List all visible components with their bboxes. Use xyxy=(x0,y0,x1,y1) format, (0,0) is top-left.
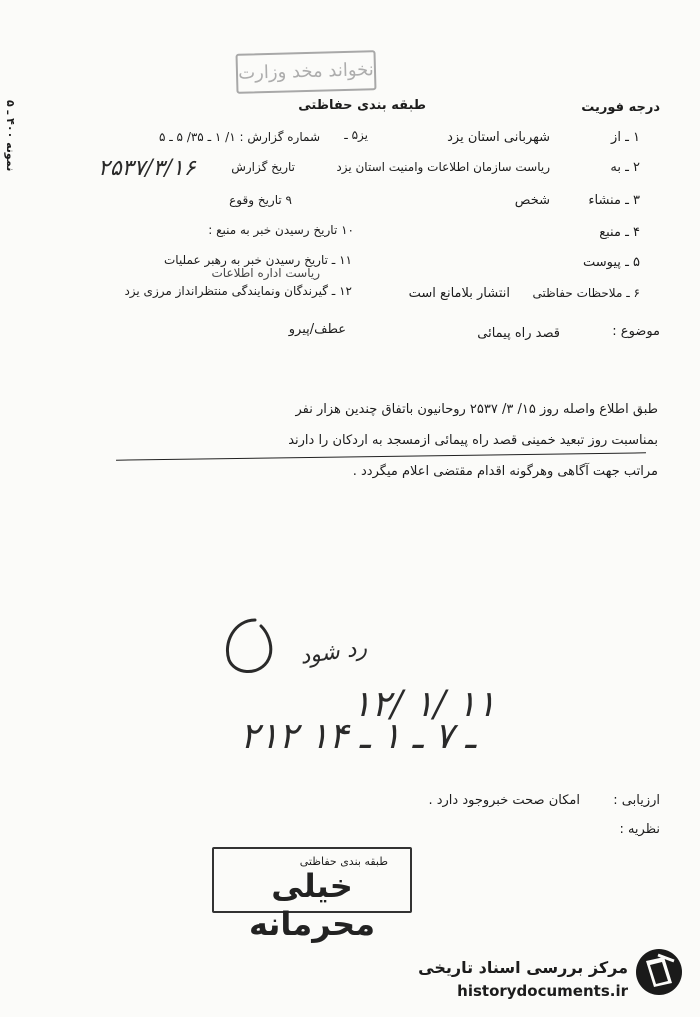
footer-org-name: مرکز بررسی اسناد تاریخی xyxy=(418,958,628,977)
top-faded-stamp: نخواند مخد وزارت xyxy=(236,50,377,94)
opinion-label: نظریه : xyxy=(619,822,660,837)
subject-value: قصد راه پیمائی xyxy=(477,326,560,341)
handwritten-circle-mark xyxy=(215,612,285,682)
body-underline xyxy=(116,452,646,460)
handwritten-date-2: ۲۱۲ ـ ۷ ـ ۱ ـ ۱۴ xyxy=(240,716,476,757)
handwritten-note: رد شود xyxy=(298,635,369,670)
to-label: ۲ ـ به xyxy=(610,160,640,175)
evaluation-label: ارزیابی : xyxy=(613,793,660,808)
stamp-text: خیلی محرمانه xyxy=(248,867,376,943)
report-number: شماره گزارش : ۱/ ۱ ـ ۳۵/ ۵ ـ ۵ xyxy=(158,130,320,144)
urgency-label: درجه فوریت xyxy=(581,100,660,115)
body-line-3: مراتب جهت آگاهی وهرگونه اقدام مقتضی اعلام میگردد . xyxy=(352,464,658,479)
occurrence-date: ۹ تاریخ وقوع xyxy=(229,193,292,207)
classification-label: طبقه بندی حفاظتی xyxy=(298,98,426,113)
form-code: نمونه ۴۰۰ ـ ۵ xyxy=(4,100,17,172)
source-label: ۴ ـ منبع xyxy=(599,225,640,240)
from-label: ۱ ـ از xyxy=(611,130,640,145)
to-value: ریاست سازمان اطلاعات وامنیت استان یزد xyxy=(336,160,550,174)
report-date-handwritten: ۲۵۳۷/۳/۱۶ xyxy=(98,156,196,181)
protective-notes-value: انتشار بلامانع است xyxy=(408,286,510,301)
report-number-hw: یز۵ ـ xyxy=(344,128,368,142)
report-date-label: تاریخ گزارش xyxy=(231,160,295,174)
origin-value: شخص xyxy=(514,193,550,208)
footer-url[interactable]: historydocuments.ir xyxy=(457,982,628,1000)
body-line-1: طبق اطلاع واصله روز ۱۵/ ۳/ ۲۵۳۷ روحانیون باتفاق چندین هزار نفر xyxy=(295,402,658,417)
attachment-label: ۵ ـ پیوست xyxy=(583,255,640,270)
from-value: شهربانی استان یزد xyxy=(447,130,550,145)
received-date: ۱۰ تاریخ رسیدن خبر به منبع : xyxy=(208,223,354,237)
origin-label: ۳ ـ منشاء xyxy=(588,193,640,208)
protective-notes-label: ۶ ـ ملاحظات حفاظتی xyxy=(532,286,640,300)
ops-leader-date: ۱۱ ـ تاریخ رسیدن خبر به رهبر عملیات xyxy=(163,253,352,267)
subject-label: موضوع : xyxy=(612,324,660,339)
receivers-line: ۱۲ ـ گیرندگان ونمایندگی منتظرانداز مرزی یزد xyxy=(124,284,352,298)
stamp-caption: طبقه بندی حفاظتی xyxy=(299,855,388,868)
evaluation-value: امکان صحت خبروجود دارد . xyxy=(428,793,580,808)
handwritten-date-1: ۱۲/ ۱/ ۱۱ xyxy=(352,684,496,725)
archive-logo-icon xyxy=(634,947,684,997)
reference-label: عطف/پیرو xyxy=(288,322,346,337)
body-line-2: بمناسبت روز تبعید خمینی قصد راه پیمائی ازمسجد به اردکان را دارند xyxy=(288,433,658,448)
classification-stamp xyxy=(212,847,412,943)
ops-overlay-text: ریاست اداره اطلاعات xyxy=(211,266,320,280)
